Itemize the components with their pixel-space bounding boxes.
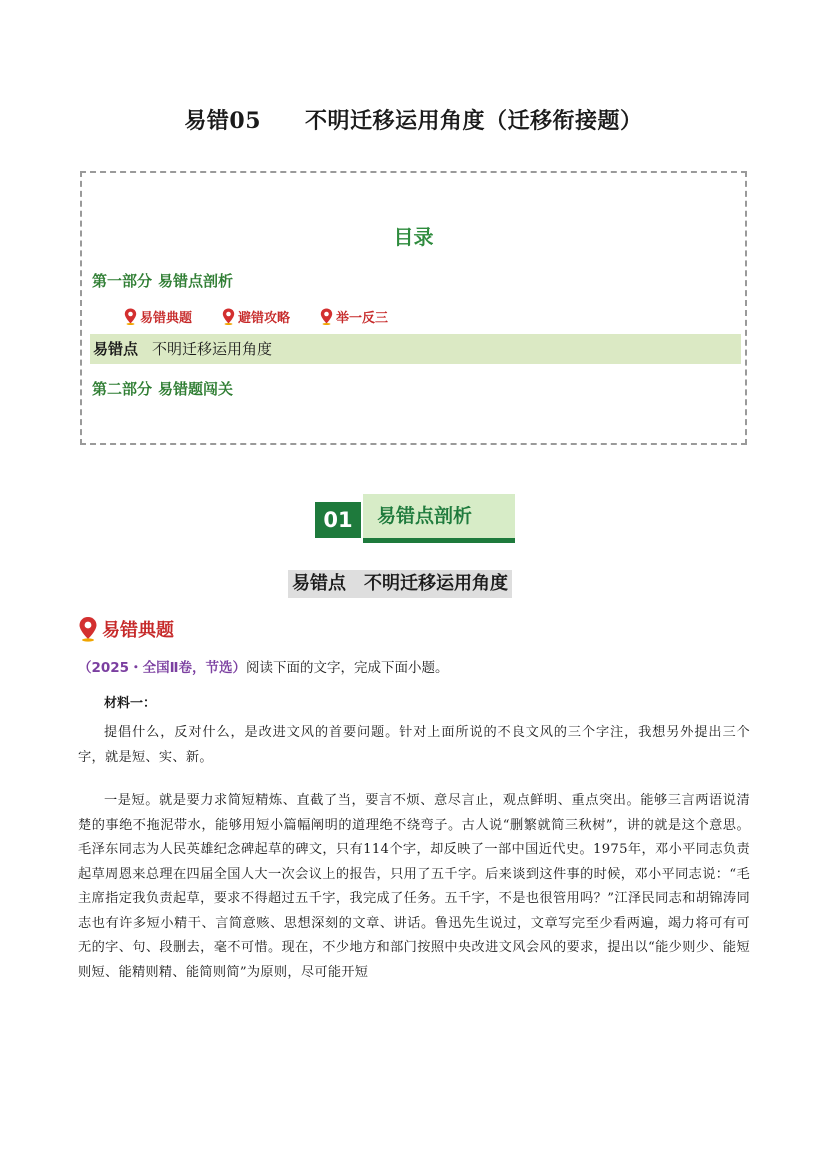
material-label: 材料一： <box>104 696 157 711</box>
sub-heading-text: 易错典题 <box>102 620 174 641</box>
toc-part-2[interactable] <box>92 378 233 399</box>
title-prefix: 易错05 <box>184 108 262 134</box>
toc-item-label: 易错点 <box>93 340 139 358</box>
source-instruction: 阅读下面的文字，完成下面小题。 <box>245 660 449 676</box>
document-title <box>0 104 827 135</box>
toc-part-1-number: 第一部分 <box>92 272 153 290</box>
toc-link-label: 举一反三 <box>336 311 389 326</box>
toc-heading: 目录 <box>393 225 434 249</box>
title-text: 不明迁移运用角度（迁移衔接题） <box>305 108 643 134</box>
toc-link-label: 易错典题 <box>140 311 193 326</box>
toc-part-2-number: 第二部分 <box>92 380 153 398</box>
section-title <box>288 570 512 598</box>
toc-link-practice[interactable] <box>320 307 388 326</box>
location-pin-icon <box>222 308 235 325</box>
toc-item-error-point[interactable] <box>90 334 741 364</box>
toc-links <box>124 307 388 326</box>
toc-link-typical-question[interactable] <box>124 307 192 326</box>
section-title-label: 易错点 <box>292 573 346 594</box>
section-badge <box>315 494 515 544</box>
badge-number: 01 <box>315 502 361 538</box>
typical-question-heading <box>78 616 174 642</box>
paragraph-1: 提倡什么，反对什么，是改进文风的首要问题。针对上面所说的不良文风的三个字注，我想另外提出三个字，就是短、实、新。 <box>78 725 750 765</box>
location-pin-icon <box>78 616 98 642</box>
question-source <box>78 656 448 676</box>
source-tag: （2025・全国Ⅱ卷，节选） <box>78 660 246 676</box>
toc-part-1[interactable] <box>92 270 233 291</box>
toc-link-avoid-strategy[interactable] <box>222 307 290 326</box>
paragraph-2: 一是短。就是要力求简短精炼、直截了当，要言不烦、意尽言止，观点鲜明、重点突出。能够三言两语说清楚的事绝不拖泥带水，能够用短小篇幅阐明的道理绝不绕弯子。古人说“删繁就简三秋树”，讲的就是这个意思。毛泽东同志为人民英雄纪念碑起草的碑文，只有114个字，却反映了一部中国近代史。1975年，邓小平同志负责起草周恩来总理在四届全国人大一次会议上的报告，只用了五千字。后来谈到这件事的时候，邓小平同志说：“毛主席指定我负责起草，要求不得超过五千字，我完成了任务。五千字，不是也很管用吗？”江泽民同志和胡锦涛同志也有许多短小精干、言简意赅、思想深刻的文章、讲话。鲁迅先生说过，文章写完至少看两遍，竭力将可有可无的字、句、段删去，毫不可惜。现在，不少地方和部门按照中央改进文风会风的要求，提出以“能少则少、能短则短、能精则精、能简则简”为原则，尽可能开短 <box>78 793 750 980</box>
toc-part-2-title: 易错题闯关 <box>158 380 234 398</box>
table-of-contents <box>80 171 747 445</box>
toc-item-text: 不明迁移运用角度 <box>152 340 273 358</box>
location-pin-icon <box>124 308 137 325</box>
section-title-text: 不明迁移运用角度 <box>364 573 508 594</box>
location-pin-icon <box>320 308 333 325</box>
badge-label: 易错点剖析 <box>363 494 515 543</box>
toc-part-1-title: 易错点剖析 <box>158 272 234 290</box>
toc-link-label: 避错攻略 <box>238 311 291 326</box>
